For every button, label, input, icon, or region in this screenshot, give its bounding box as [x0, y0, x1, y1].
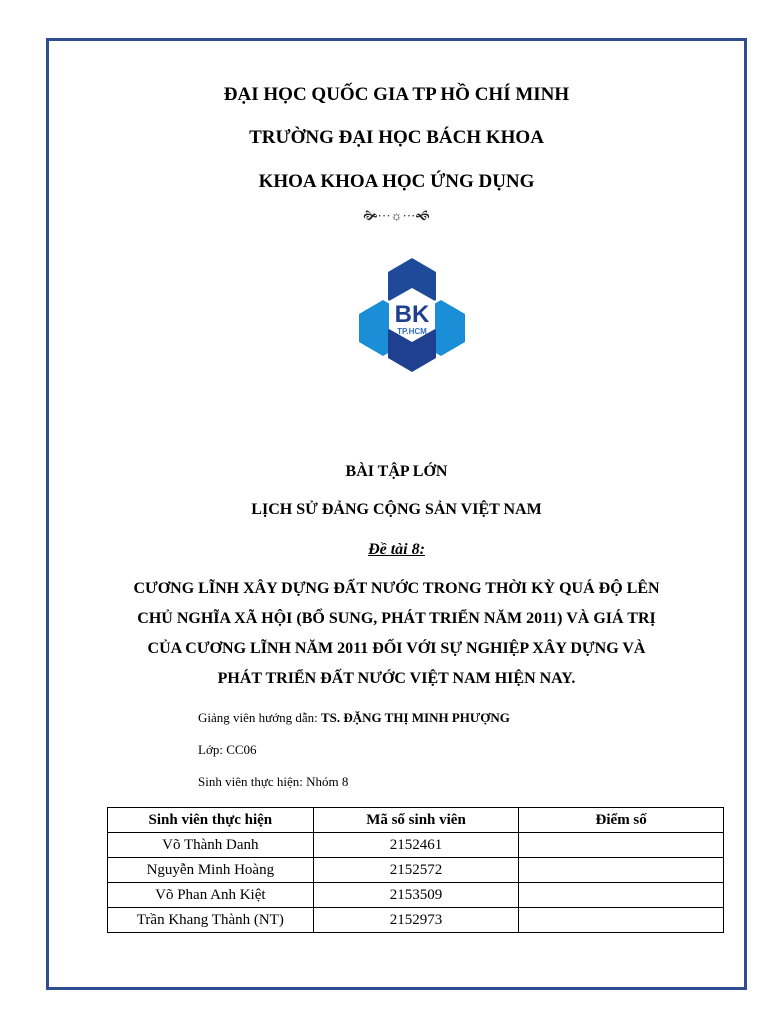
student-score [519, 833, 724, 858]
members-table [107, 807, 724, 933]
course-name: LỊCH SỬ ĐẢNG CỘNG SẢN VIỆT NAM [251, 501, 542, 518]
topic-line: CỦA CƯƠNG LĨNH NĂM 2011 ĐỐI VỚI SỰ NGHIỆP XÂY DỰNG VÀ [147, 640, 646, 657]
bk-logo [359, 258, 465, 372]
student-name: Võ Thành Danh [108, 833, 314, 858]
school-name: TRƯỜNG ĐẠI HỌC BÁCH KHOA [249, 127, 544, 148]
instructor-name: TS. ĐẶNG THỊ MINH PHƯỢNG [320, 710, 510, 725]
group-line [198, 774, 348, 790]
assignment-type: BÀI TẬP LỚN [345, 463, 448, 480]
header-student-id: Mã số sinh viên [313, 808, 519, 833]
student-name: Trần Khang Thành (NT) [108, 908, 314, 933]
faculty-name: KHOA KHOA HỌC ỨNG DỤNG [258, 171, 535, 192]
student-score [519, 858, 724, 883]
class-label: Lớp: [198, 742, 227, 757]
university-name: ĐẠI HỌC QUỐC GIA TP HỒ CHÍ MINH [223, 84, 570, 105]
topic-title [100, 574, 693, 694]
header-score: Điểm số [519, 808, 724, 833]
table-row [108, 833, 724, 858]
instructor-label: Giảng viên hướng dẫn: [198, 710, 321, 725]
table-row [108, 858, 724, 883]
bk-logo-text: BK [394, 301, 430, 328]
topic-line: CHỦ NGHĨA XÃ HỘI (BỔ SUNG, PHÁT TRIỂN NĂM 2011) VÀ GIÁ TRỊ [137, 610, 656, 627]
class-line [198, 742, 257, 758]
student-id: 2152572 [313, 858, 519, 883]
header-student: Sinh viên thực hiện [108, 808, 314, 833]
student-id: 2153509 [313, 883, 519, 908]
topic-label: Đề tài 8: [368, 541, 425, 558]
topic-line: CƯƠNG LĨNH XÂY DỰNG ĐẤT NƯỚC TRONG THỜI KỲ QUÁ ĐỘ LÊN [133, 580, 660, 597]
student-id: 2152461 [313, 833, 519, 858]
table-row [108, 908, 724, 933]
student-score [519, 883, 724, 908]
student-name: Võ Phan Anh Kiệt [108, 883, 314, 908]
student-score [519, 908, 724, 933]
group-value: Nhóm 8 [306, 774, 349, 789]
student-name: Nguyễn Minh Hoàng [108, 858, 314, 883]
class-value: CC06 [226, 742, 257, 757]
table-row [108, 883, 724, 908]
student-id: 2152973 [313, 908, 519, 933]
group-label: Sinh viên thực hiện: [198, 774, 307, 789]
ornament-divider: 🙞···☼···🙜 [363, 208, 430, 223]
topic-line: PHÁT TRIỂN ĐẤT NƯỚC VIỆT NAM HIỆN NAY. [217, 670, 576, 687]
instructor-line [198, 710, 510, 726]
bk-logo-subtext: TP.HCM [397, 327, 427, 336]
table-header-row [108, 808, 724, 833]
